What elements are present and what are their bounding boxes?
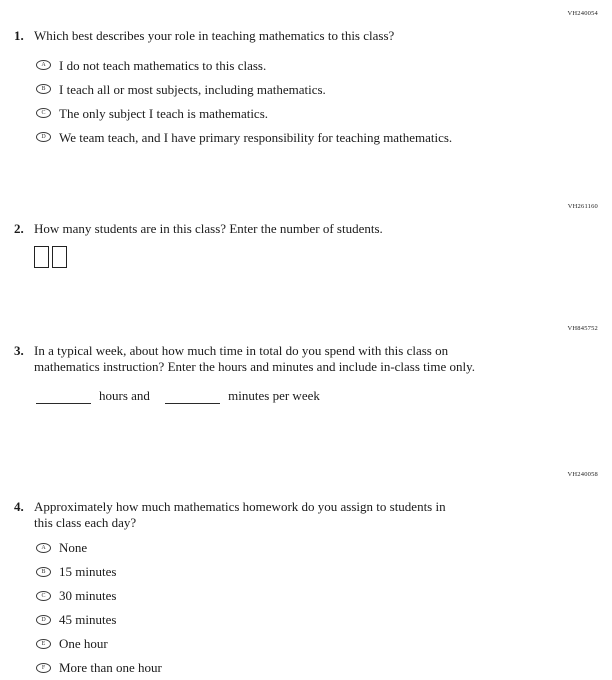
option-bubble-icon[interactable]: A: [36, 60, 51, 70]
option-bubble-icon[interactable]: E: [36, 639, 51, 649]
answer-option[interactable]: [36, 564, 612, 579]
hours-label: hours and: [99, 388, 150, 403]
question-number: 3.: [14, 343, 24, 358]
answer-option[interactable]: [36, 540, 612, 555]
option-bubble-icon[interactable]: F: [36, 663, 51, 673]
option-label: None: [59, 540, 88, 555]
option-bubble-icon[interactable]: D: [36, 615, 51, 625]
answer-option[interactable]: [36, 58, 612, 73]
question-4-accession-code: VH240058: [567, 471, 598, 478]
time-fill-in-line: [34, 388, 612, 404]
option-label: More than one hour: [59, 660, 162, 675]
option-bubble-icon[interactable]: D: [36, 132, 51, 142]
answer-option[interactable]: [36, 106, 612, 121]
question-text: In a typical week, about how much time in total do you spend with this class on mathematics instruction? Enter the hours and minutes and include in-class time only.: [34, 343, 476, 374]
question-3-accession-code: VH845752: [567, 325, 598, 332]
option-label: I do not teach mathematics to this class.: [59, 57, 267, 73]
question-number: 4.: [14, 499, 24, 514]
digit-entry-box[interactable]: [34, 246, 49, 268]
question-3: [0, 325, 612, 404]
hours-blank-field[interactable]: [36, 391, 91, 404]
answer-option[interactable]: [36, 588, 612, 603]
option-bubble-icon[interactable]: C: [36, 108, 51, 118]
question-4: [0, 471, 612, 680]
question-text: Which best describes your role in teaching mathematics to this class?: [34, 28, 395, 43]
question-3-stem: [14, 343, 612, 374]
answer-option[interactable]: [36, 130, 612, 145]
question-1: [0, 10, 612, 154]
question-number: 2.: [14, 221, 24, 236]
question-4-stem: [14, 499, 612, 530]
option-label: 15 minutes: [59, 564, 117, 579]
answer-option[interactable]: [36, 612, 612, 627]
question-1-accession-code: VH240054: [567, 10, 598, 17]
question-2: [0, 203, 612, 268]
student-count-boxes: [34, 246, 612, 268]
option-label: We team teach, and I have primary responsibility for teaching mathematics.: [59, 129, 453, 145]
question-4-options: [36, 540, 612, 675]
option-bubble-icon[interactable]: B: [36, 567, 51, 577]
question-2-accession-code: VH261160: [567, 203, 598, 210]
option-bubble-icon[interactable]: A: [36, 543, 51, 553]
question-text: How many students are in this class? Enter the number of students.: [34, 221, 383, 236]
digit-entry-box[interactable]: [52, 246, 67, 268]
question-number: 1.: [14, 28, 24, 43]
minutes-label: minutes per week: [228, 388, 320, 403]
option-label: One hour: [59, 636, 108, 651]
question-text: Approximately how much mathematics homework do you assign to students in this class each day?: [34, 499, 446, 530]
option-bubble-icon[interactable]: C: [36, 591, 51, 601]
option-label: I teach all or most subjects, including mathematics.: [59, 81, 326, 97]
option-label: The only subject I teach is mathematics.: [59, 105, 269, 121]
question-1-options: [36, 58, 612, 145]
answer-option[interactable]: [36, 660, 612, 675]
option-bubble-icon[interactable]: B: [36, 84, 51, 94]
answer-option[interactable]: [36, 82, 612, 97]
option-label: 45 minutes: [59, 612, 117, 627]
question-1-stem: [14, 28, 612, 44]
answer-option[interactable]: [36, 636, 612, 651]
minutes-blank-field[interactable]: [165, 391, 220, 404]
option-label: 30 minutes: [59, 588, 117, 603]
question-2-stem: [14, 221, 612, 237]
